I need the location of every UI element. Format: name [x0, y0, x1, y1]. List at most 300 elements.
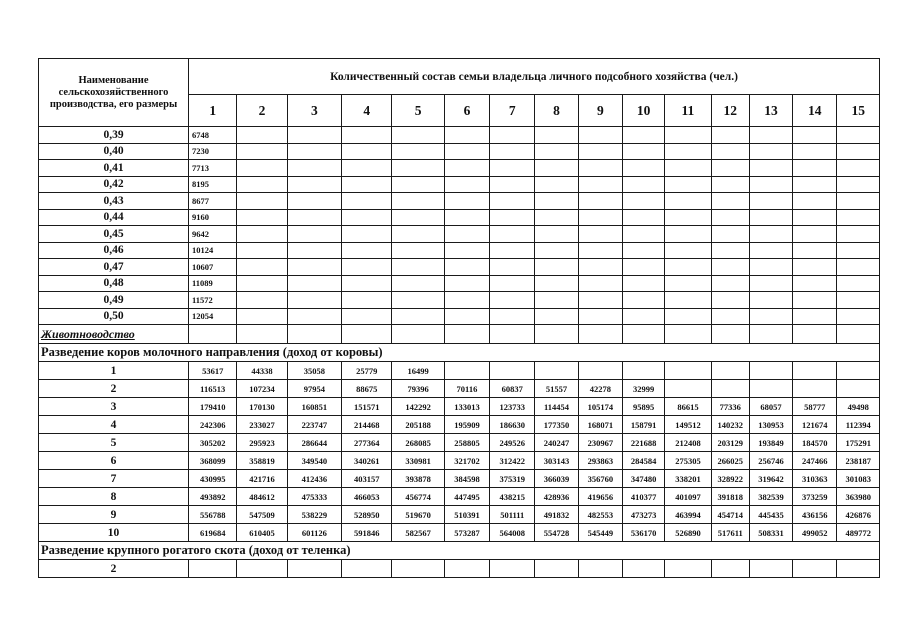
table-cell	[490, 176, 535, 193]
table-cell: 484612	[237, 488, 287, 506]
header-name-column: Наименование сельскохозяйственного производства, его размеры	[39, 59, 189, 127]
table-cell	[444, 143, 489, 160]
table-cell	[490, 127, 535, 144]
table-cell: 168071	[578, 416, 622, 434]
table-cell	[392, 160, 444, 177]
table-cell: 44338	[237, 362, 287, 380]
column-header-8: 8	[535, 95, 578, 127]
table-cell	[623, 226, 665, 243]
table-cell: 310363	[793, 470, 837, 488]
table-cell	[711, 325, 749, 344]
table-cell	[535, 560, 578, 578]
table-cell	[535, 308, 578, 325]
row-label: 0,40	[39, 143, 189, 160]
table-cell	[711, 127, 749, 144]
table-cell	[578, 209, 622, 226]
table-cell: 242306	[189, 416, 237, 434]
table-cell: 116513	[189, 380, 237, 398]
table-cell: 86615	[665, 398, 711, 416]
table-cell	[793, 127, 837, 144]
row-label: 0,46	[39, 242, 189, 259]
table-cell: 493892	[189, 488, 237, 506]
table-cell: 475333	[287, 488, 341, 506]
table-cell: 16499	[392, 362, 444, 380]
table-cell	[444, 275, 489, 292]
section-title-dairy: Разведение коров молочного направления (доход от коровы)	[39, 344, 880, 362]
table-cell: 42278	[578, 380, 622, 398]
table-cell	[189, 325, 237, 344]
table-cell	[793, 362, 837, 380]
table-cell: 247466	[793, 452, 837, 470]
column-header-1: 1	[189, 95, 237, 127]
table-cell: 186630	[490, 416, 535, 434]
table-cell: 456774	[392, 488, 444, 506]
table-cell: 105174	[578, 398, 622, 416]
table-cell	[392, 325, 444, 344]
table-row	[39, 488, 880, 506]
table-cell: 519670	[392, 506, 444, 524]
table-cell: 256746	[749, 452, 792, 470]
table-cell	[665, 325, 711, 344]
table-cell	[490, 193, 535, 210]
row-label: 0,44	[39, 209, 189, 226]
table-cell	[490, 160, 535, 177]
table-cell	[392, 242, 444, 259]
table-cell: 430995	[189, 470, 237, 488]
table-cell	[342, 160, 392, 177]
table-cell: 421716	[237, 470, 287, 488]
table-cell: 249526	[490, 434, 535, 452]
table-cell	[392, 226, 444, 243]
table-cell: 473273	[623, 506, 665, 524]
table-cell: 356760	[578, 470, 622, 488]
table-cell: 293863	[578, 452, 622, 470]
table-cell: 184570	[793, 434, 837, 452]
table-cell: 319642	[749, 470, 792, 488]
table-cell	[342, 176, 392, 193]
row-label: 7	[39, 470, 189, 488]
table-cell	[237, 259, 287, 276]
table-cell	[287, 176, 341, 193]
table-cell	[837, 292, 880, 309]
table-cell	[237, 275, 287, 292]
column-header-12: 12	[711, 95, 749, 127]
table-cell	[793, 259, 837, 276]
table-cell	[578, 226, 622, 243]
table-cell: 393878	[392, 470, 444, 488]
table-cell: 175291	[837, 434, 880, 452]
table-cell: 491832	[535, 506, 578, 524]
table-cell	[665, 209, 711, 226]
row-label: 4	[39, 416, 189, 434]
table-cell	[444, 226, 489, 243]
table-cell	[578, 308, 622, 325]
table-cell	[665, 226, 711, 243]
table-cell	[711, 362, 749, 380]
table-row	[39, 176, 880, 193]
row-label: 0,50	[39, 308, 189, 325]
table-cell	[749, 143, 792, 160]
table-cell	[578, 292, 622, 309]
table-cell: 368099	[189, 452, 237, 470]
table-cell	[578, 362, 622, 380]
table-cell: 240247	[535, 434, 578, 452]
table-cell	[837, 127, 880, 144]
table-cell	[837, 143, 880, 160]
table-row	[39, 506, 880, 524]
table-cell	[490, 308, 535, 325]
table-cell: 375319	[490, 470, 535, 488]
table-cell	[623, 160, 665, 177]
table-cell: 286644	[287, 434, 341, 452]
section-row	[39, 542, 880, 560]
table-cell	[665, 275, 711, 292]
table-cell	[287, 209, 341, 226]
table-cell	[793, 193, 837, 210]
table-cell: 12054	[189, 308, 237, 325]
table-cell	[444, 292, 489, 309]
table-cell	[392, 275, 444, 292]
row-label: 10	[39, 524, 189, 542]
row-label: 2	[39, 380, 189, 398]
table-cell: 538229	[287, 506, 341, 524]
table-cell	[711, 176, 749, 193]
table-cell	[711, 209, 749, 226]
column-header-11: 11	[665, 95, 711, 127]
table-row	[39, 143, 880, 160]
table-cell	[444, 259, 489, 276]
table-cell: 212408	[665, 434, 711, 452]
table-cell	[342, 292, 392, 309]
table-cell	[837, 176, 880, 193]
table-cell	[711, 560, 749, 578]
table-row	[39, 470, 880, 488]
table-cell: 338201	[665, 470, 711, 488]
table-cell	[749, 176, 792, 193]
table-cell: 403157	[342, 470, 392, 488]
table-cell: 303143	[535, 452, 578, 470]
table-cell	[837, 160, 880, 177]
table-cell	[444, 160, 489, 177]
table-cell	[490, 209, 535, 226]
table-cell: 410377	[623, 488, 665, 506]
table-cell	[578, 325, 622, 344]
table-cell	[711, 259, 749, 276]
table-cell: 321702	[444, 452, 489, 470]
column-header-6: 6	[444, 95, 489, 127]
table-cell	[623, 259, 665, 276]
table-cell: 436156	[793, 506, 837, 524]
table-row	[39, 275, 880, 292]
table-cell	[578, 143, 622, 160]
table-cell	[711, 193, 749, 210]
table-cell: 140232	[711, 416, 749, 434]
table-cell: 482553	[578, 506, 622, 524]
table-cell: 68057	[749, 398, 792, 416]
table-cell: 10607	[189, 259, 237, 276]
section-row	[39, 325, 880, 344]
table-cell: 382539	[749, 488, 792, 506]
column-header-4: 4	[342, 95, 392, 127]
table-cell	[793, 325, 837, 344]
table-cell	[749, 292, 792, 309]
row-label: 0,41	[39, 160, 189, 177]
table-cell	[623, 362, 665, 380]
table-cell	[837, 325, 880, 344]
table-cell	[535, 362, 578, 380]
table-cell	[837, 259, 880, 276]
table-cell	[749, 226, 792, 243]
table-cell	[490, 226, 535, 243]
table-cell	[837, 362, 880, 380]
table-cell: 384598	[444, 470, 489, 488]
table-cell	[578, 560, 622, 578]
table-cell	[578, 275, 622, 292]
table-cell: 205188	[392, 416, 444, 434]
row-label: 6	[39, 452, 189, 470]
table-cell	[444, 127, 489, 144]
table-cell	[287, 308, 341, 325]
row-label: 0,49	[39, 292, 189, 309]
table-cell	[287, 292, 341, 309]
table-cell	[237, 193, 287, 210]
table-cell	[665, 127, 711, 144]
table-cell	[793, 275, 837, 292]
table-cell: 10124	[189, 242, 237, 259]
table-cell: 9642	[189, 226, 237, 243]
row-label: 5	[39, 434, 189, 452]
table-row	[39, 127, 880, 144]
row-label: 0,39	[39, 127, 189, 144]
table-cell: 601126	[287, 524, 341, 542]
table-cell	[237, 176, 287, 193]
table-cell	[793, 176, 837, 193]
header-family-size: Количественный состав семьи владельца личного подсобного хозяйства (чел.)	[189, 59, 880, 95]
table-cell	[287, 226, 341, 243]
table-cell	[711, 275, 749, 292]
table-cell	[749, 275, 792, 292]
table-cell: 419656	[578, 488, 622, 506]
table-cell: 32999	[623, 380, 665, 398]
table-cell: 466053	[342, 488, 392, 506]
table-cell	[749, 380, 792, 398]
table-cell	[749, 560, 792, 578]
column-header-7: 7	[490, 95, 535, 127]
table-cell: 121674	[793, 416, 837, 434]
table-cell: 133013	[444, 398, 489, 416]
row-label: 8	[39, 488, 189, 506]
table-cell: 95895	[623, 398, 665, 416]
table-cell: 554728	[535, 524, 578, 542]
table-cell: 8677	[189, 193, 237, 210]
table-cell: 151571	[342, 398, 392, 416]
table-cell: 97954	[287, 380, 341, 398]
table-cell	[623, 325, 665, 344]
table-cell: 223747	[287, 416, 341, 434]
table-cell: 489772	[837, 524, 880, 542]
table-cell	[490, 362, 535, 380]
row-label: 0,43	[39, 193, 189, 210]
table-cell: 177350	[535, 416, 578, 434]
table-cell: 230967	[578, 434, 622, 452]
table-cell: 412436	[287, 470, 341, 488]
table-cell	[237, 560, 287, 578]
table-cell	[444, 176, 489, 193]
table-cell	[578, 160, 622, 177]
table-row	[39, 452, 880, 470]
table-cell	[237, 308, 287, 325]
table-cell	[665, 242, 711, 259]
table-cell: 7230	[189, 143, 237, 160]
table-cell: 340261	[342, 452, 392, 470]
table-cell	[837, 193, 880, 210]
table-cell: 6748	[189, 127, 237, 144]
table-cell	[444, 560, 489, 578]
column-header-9: 9	[578, 95, 622, 127]
table-cell	[749, 193, 792, 210]
table-cell	[535, 242, 578, 259]
table-cell	[444, 362, 489, 380]
table-cell	[342, 275, 392, 292]
table-cell	[623, 127, 665, 144]
row-label: 2	[39, 560, 189, 578]
table-cell: 545449	[578, 524, 622, 542]
table-cell: 51557	[535, 380, 578, 398]
table-cell: 564008	[490, 524, 535, 542]
table-cell	[749, 209, 792, 226]
table-cell	[837, 308, 880, 325]
table-cell	[793, 308, 837, 325]
table-cell: 454714	[711, 506, 749, 524]
table-cell	[623, 209, 665, 226]
table-cell	[444, 308, 489, 325]
table-cell	[578, 193, 622, 210]
table-cell	[342, 325, 392, 344]
table-cell: 195909	[444, 416, 489, 434]
table-cell	[490, 242, 535, 259]
table-cell	[342, 226, 392, 243]
document-sheet	[38, 58, 880, 578]
table-cell	[711, 160, 749, 177]
table-cell: 130953	[749, 416, 792, 434]
table-cell: 107234	[237, 380, 287, 398]
table-cell	[749, 362, 792, 380]
table-cell: 526890	[665, 524, 711, 542]
table-cell: 619684	[189, 524, 237, 542]
row-label: 0,48	[39, 275, 189, 292]
table-cell	[490, 259, 535, 276]
table-cell: 123733	[490, 398, 535, 416]
table-cell	[623, 275, 665, 292]
table-cell	[793, 226, 837, 243]
table-cell: 330981	[392, 452, 444, 470]
table-cell	[711, 143, 749, 160]
table-cell: 112394	[837, 416, 880, 434]
table-cell	[578, 127, 622, 144]
table-cell	[287, 127, 341, 144]
table-row	[39, 160, 880, 177]
table-cell	[665, 259, 711, 276]
table-cell: 445435	[749, 506, 792, 524]
table-cell: 258805	[444, 434, 489, 452]
table-cell: 573287	[444, 524, 489, 542]
table-cell	[342, 127, 392, 144]
table-row	[39, 380, 880, 398]
table-cell	[665, 380, 711, 398]
column-header-2: 2	[237, 95, 287, 127]
table-cell	[623, 176, 665, 193]
table-cell	[665, 292, 711, 309]
table-cell: 11572	[189, 292, 237, 309]
table-cell	[711, 380, 749, 398]
table-row	[39, 209, 880, 226]
table-cell: 295923	[237, 434, 287, 452]
table-cell: 349540	[287, 452, 341, 470]
table-cell	[535, 176, 578, 193]
section-title-cattle: Разведение крупного рогатого скота (доход от теленка)	[39, 542, 880, 560]
table-cell	[287, 560, 341, 578]
table-cell	[665, 308, 711, 325]
table-cell	[711, 292, 749, 309]
table-cell	[392, 308, 444, 325]
table-cell	[392, 143, 444, 160]
table-cell: 160851	[287, 398, 341, 416]
table-cell: 7713	[189, 160, 237, 177]
table-cell: 142292	[392, 398, 444, 416]
table-cell	[665, 143, 711, 160]
table-cell: 49498	[837, 398, 880, 416]
table-cell	[711, 308, 749, 325]
table-cell	[444, 242, 489, 259]
table-cell	[287, 160, 341, 177]
table-cell: 233027	[237, 416, 287, 434]
table-cell: 536170	[623, 524, 665, 542]
income-table	[38, 58, 880, 578]
table-cell	[287, 259, 341, 276]
table-cell	[623, 143, 665, 160]
table-cell: 591846	[342, 524, 392, 542]
table-cell: 53617	[189, 362, 237, 380]
table-cell: 556788	[189, 506, 237, 524]
table-row	[39, 560, 880, 578]
table-cell: 610405	[237, 524, 287, 542]
section-row	[39, 344, 880, 362]
table-cell: 499052	[793, 524, 837, 542]
table-cell	[578, 259, 622, 276]
table-cell	[237, 226, 287, 243]
table-cell	[749, 325, 792, 344]
table-cell: 214468	[342, 416, 392, 434]
table-row	[39, 398, 880, 416]
table-cell	[535, 209, 578, 226]
table-cell: 391818	[711, 488, 749, 506]
table-row	[39, 193, 880, 210]
table-cell	[342, 209, 392, 226]
table-cell	[342, 143, 392, 160]
table-cell: 363980	[837, 488, 880, 506]
table-cell	[535, 275, 578, 292]
table-cell	[490, 560, 535, 578]
table-cell	[623, 308, 665, 325]
table-cell	[535, 193, 578, 210]
table-cell: 528950	[342, 506, 392, 524]
column-header-3: 3	[287, 95, 341, 127]
table-row	[39, 242, 880, 259]
row-label: 0,42	[39, 176, 189, 193]
table-cell: 193849	[749, 434, 792, 452]
table-cell	[444, 209, 489, 226]
table-cell	[623, 242, 665, 259]
